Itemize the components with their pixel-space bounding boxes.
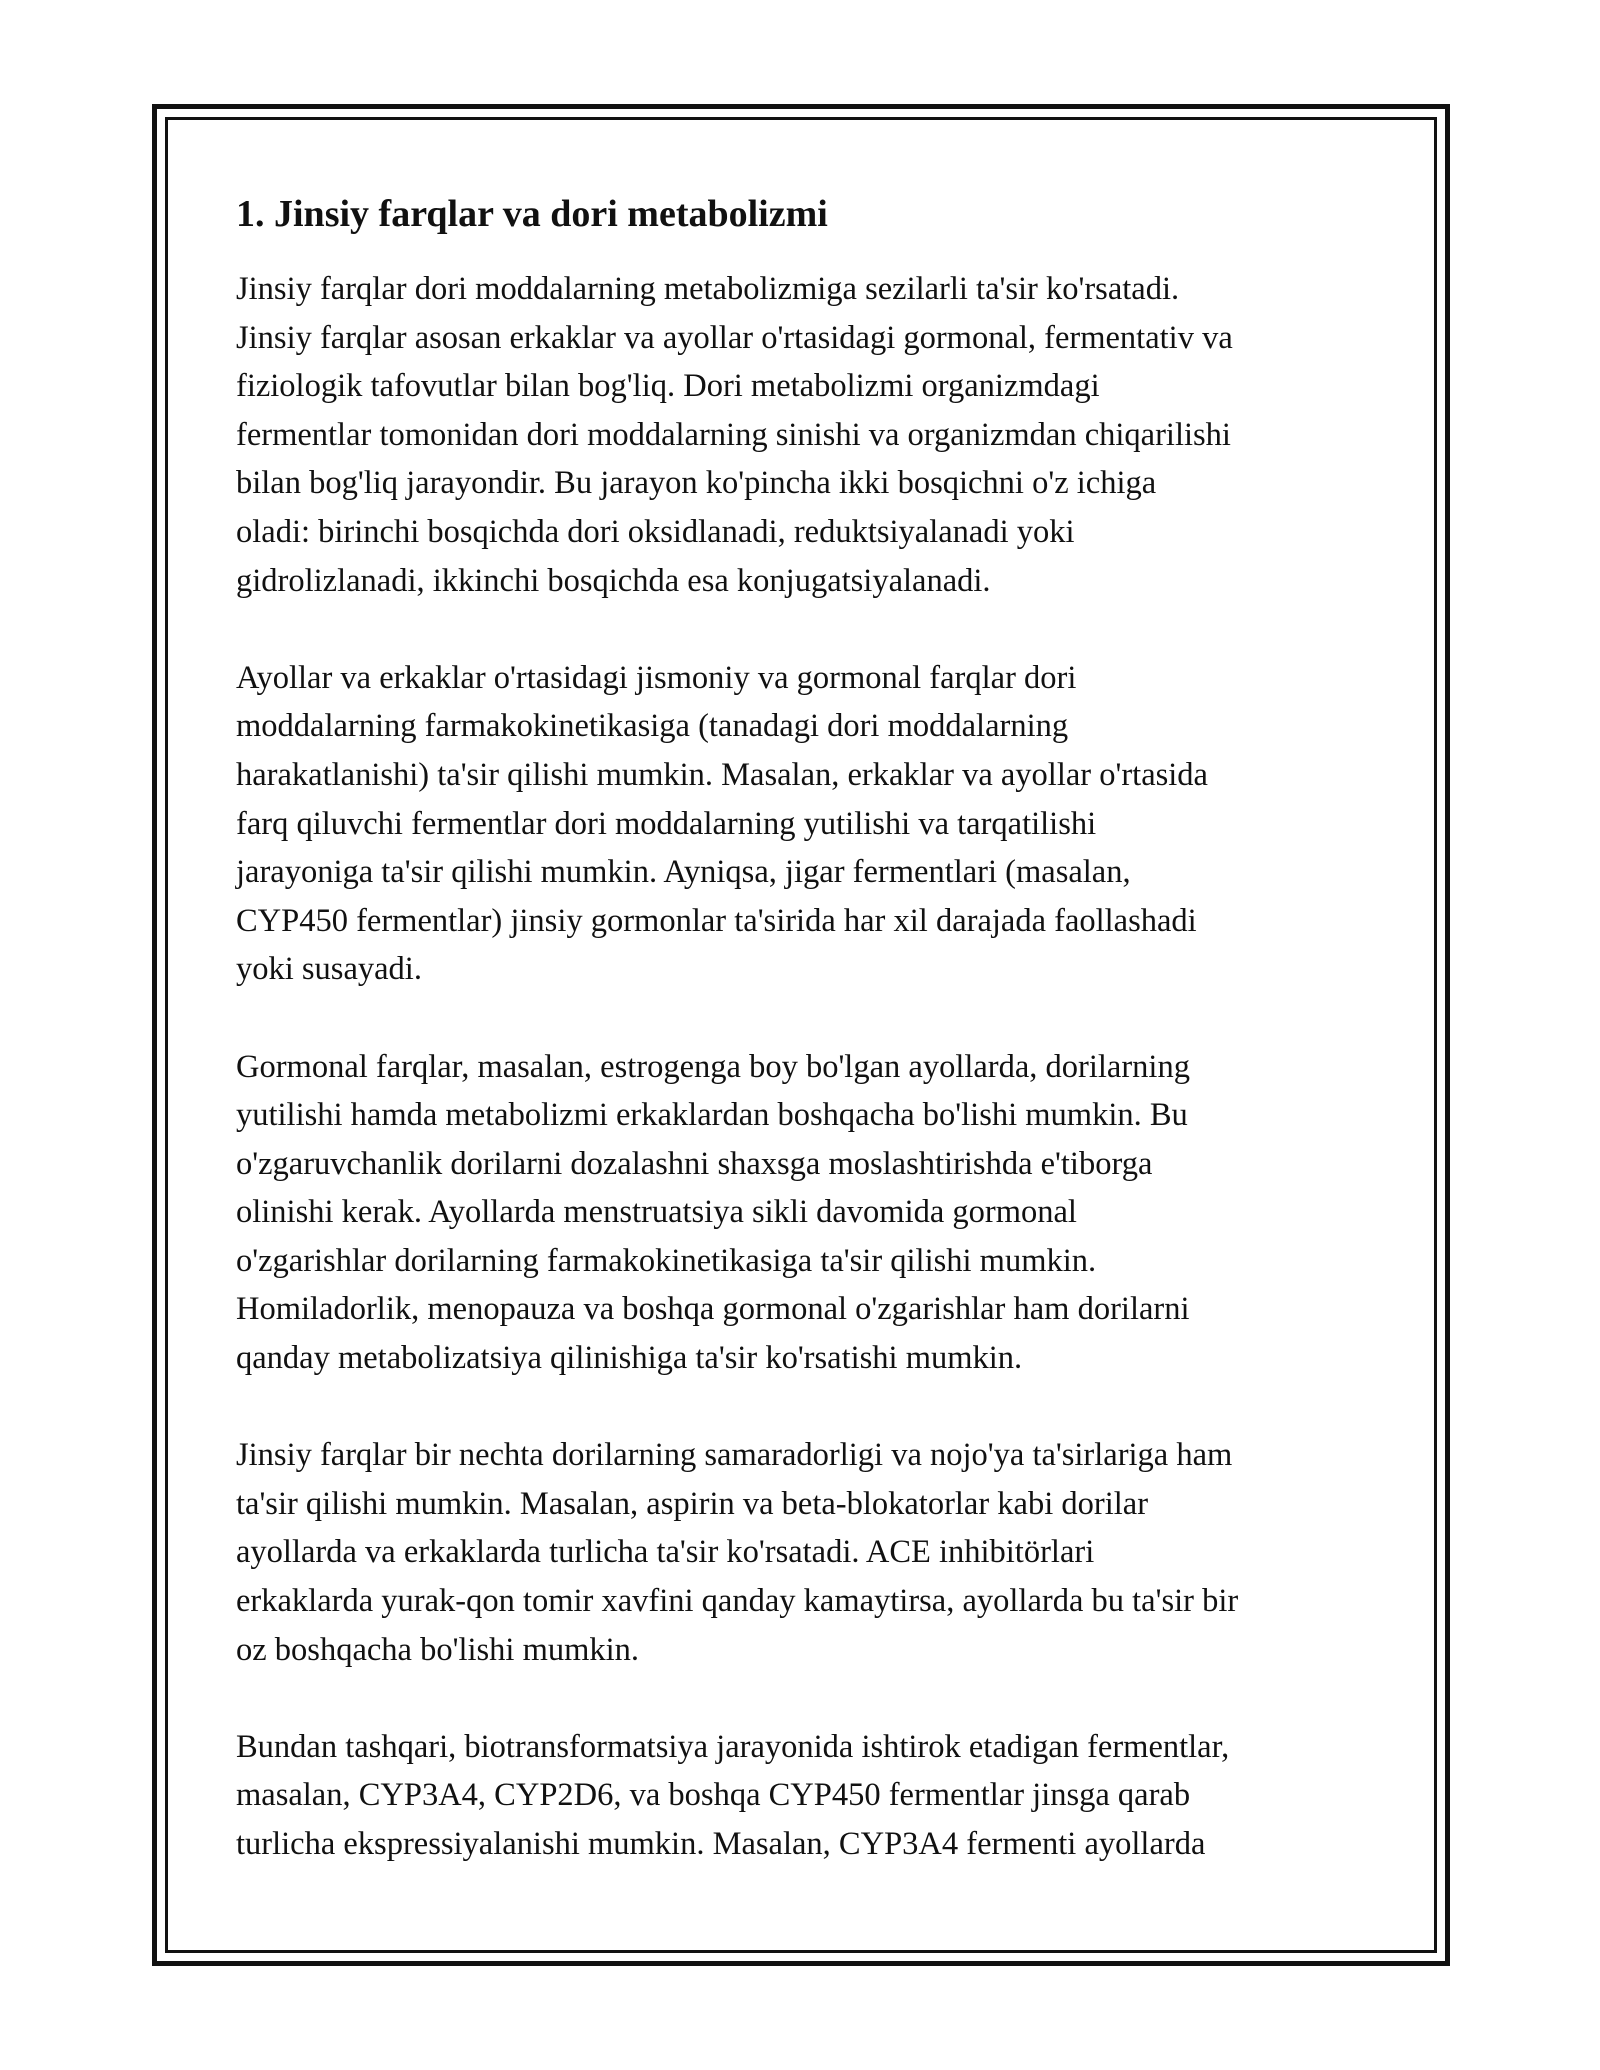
section-heading: 1. Jinsiy farqlar va dori metabolizmi: [236, 193, 828, 235]
paragraph-5: Bundan tashqari, biotransformatsiya jarayonida ishtirok etadigan fermentlar, masalan, CYP3A4, CYP2D6, va boshqa CYP450 fermentlar jinsga qarab turlicha ekspressiyalanishi mumkin. Masalan, CYP3A4 fermenti ayollarda: [236, 1728, 1230, 1862]
document-body: [236, 188, 1376, 1917]
paragraph-3: Gormonal farqlar, masalan, estrogenga boy bo'lgan ayollarda, dorilarning yutilishi hamda metabolizmi erkaklardan boshqacha bo'lishi mumkin. Bu o'zgaruvchanlik dorilarni dozalashni shaxsga moslashtirishda e'tiborga olinishi kerak. Ayollarda menstruatsiya sikli davomida gormonal o'zgarishlar dorilarning farmakokinetikasiga ta'sir qilishi mumkin. Homiladorlik, menopauza va boshqa gormonal o'zgarishlar ham dorilarni qanday metabolizatsiya qilinishiga ta'sir ko'rsatishi mumkin.: [236, 1048, 1190, 1377]
paragraph-2: Ayollar va erkaklar o'rtasidagi jismoniy va gormonal farqlar dori moddalarning farmakokinetikasiga (tanadagi dori moddalarning harakatlanishi) ta'sir qilishi mumkin. Masalan, erkaklar va ayollar o'rtasida farq qiluvchi fermentlar dori moddalarning yutilishi va tarqatilishi jarayoniga ta'sir qilishi mumkin. Ayniqsa, jigar fermentlari (masalan, CYP450 fermentlar) jinsiy gormonlar ta'sirida har xil darajada faollashadi yoki susayadi.: [236, 659, 1208, 988]
paragraph-1: Jinsiy farqlar dori moddalarning metabolizmiga sezilarli ta'sir ko'rsatadi. Jinsiy farqlar asosan erkaklar va ayollar o'rtasidagi gormonal, fermentativ va fiziologik tafovutlar bilan bog'liq. Dori metabolizmi organizmdagi fermentlar tomonidan dori moddalarning sinishi va organizmdan chiqarilishi bilan bog'liq jarayondir. Bu jarayon ko'pincha ikki bosqichni o'z ichiga oladi: birinchi bosqichda dori oksidlanadi, reduktsiyalanadi yoki gidrolizlanadi, ikkinchi bosqichda esa konjugatsiyalanadi.: [236, 271, 1233, 599]
paragraph-4: Jinsiy farqlar bir nechta dorilarning samaradorligi va nojo'ya ta'sirlariga ham ta'sir qilishi mumkin. Masalan, aspirin va beta-blokatorlar kabi dorilar ayollarda va erkaklarda turlicha ta'sir ko'rsatadi. ACE inhibitörlari erkaklarda yurak-qon tomir xavfini qanday kamaytirsa, ayollarda bu ta'sir bir oz boshqacha bo'lishi mumkin.: [236, 1437, 1239, 1668]
